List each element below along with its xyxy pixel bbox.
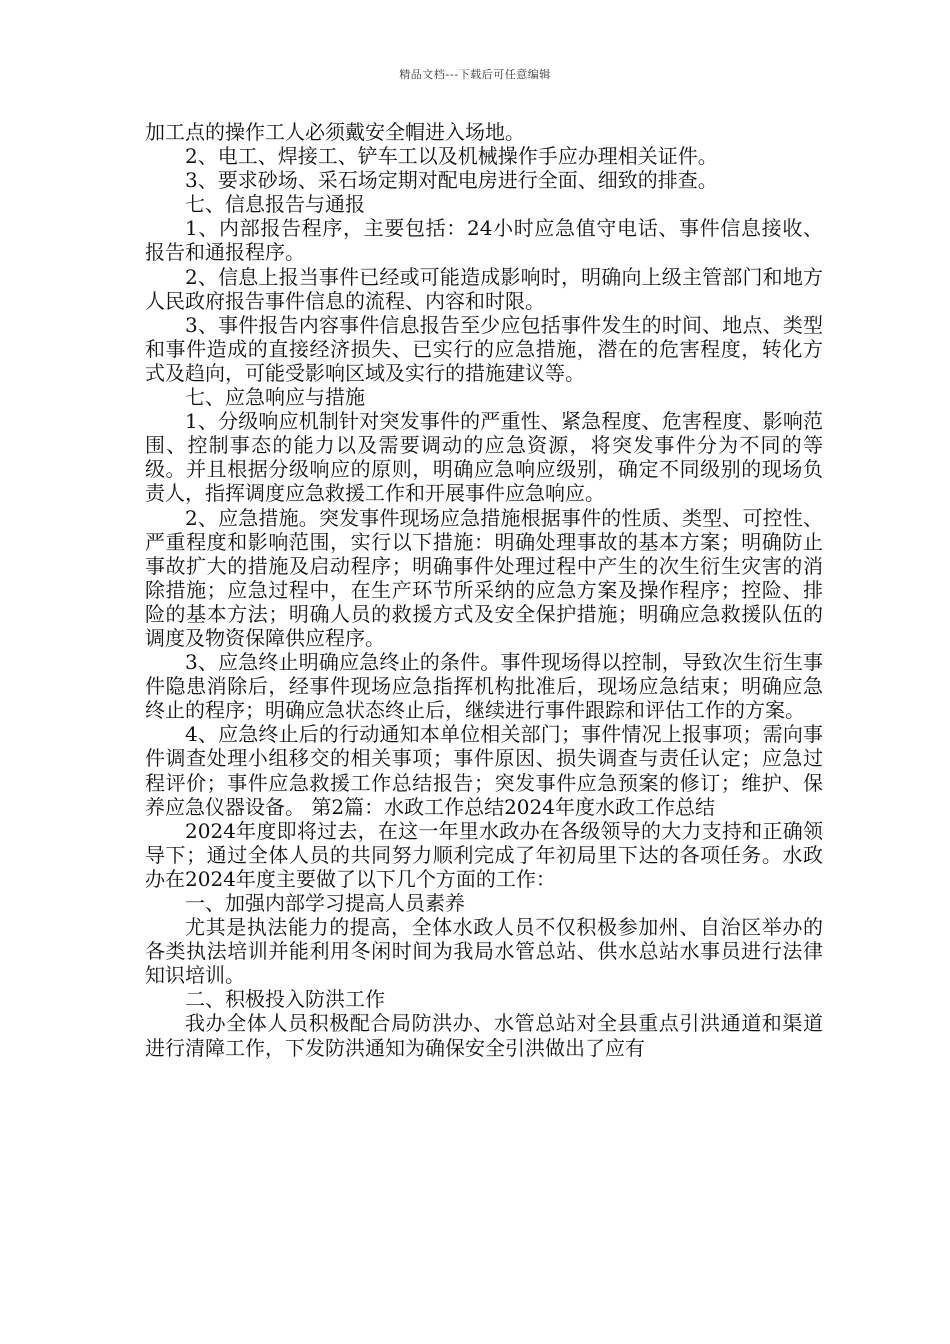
paragraph: 2、电工、焊接工、铲车工以及机械操作手应办理相关证件。 [185,144,718,169]
paragraph: 尤其是执法能力的提高，全体水政人员不仅积极参加州、自治区举办的各类执法培训并能利用冬闲时间为我局水管总站、供水总站水事员进行法律知识培训。 [145,915,823,988]
document-body [145,120,823,1060]
paragraph: 3、事件报告内容事件信息报告至少应包括事件发生的时间、地点、类型和事件造成的直接经济损失、已实行的应急措施，潜在的危害程度，转化方式及趋向，可能受影响区域及实行的措施建议等。 [145,312,823,385]
paragraph: 3、要求砂场、采石场定期对配电房进行全面、细致的排查。 [185,168,718,193]
section-heading: 二、积极投入防洪工作 [185,987,385,1012]
paragraph: 4、应急终止后的行动通知本单位相关部门；事件情况上报事项；需向事件调查处理小组移交的相关事项；事件原因、损失调查与责任认定；应急过程评价；事件应急救援工作总结报告；突发事件应急预案的修订；维护、保养应急仪器设备。 第2篇：水政工作总结2024年度水政工作总结 [145,722,823,819]
paragraph: 1、分级响应机制针对突发事件的严重性、紧急程度、危害程度、影响范围、控制事态的能力以及需要调动的应急资源，将突发事件分为不同的等级。并且根据分级响应的原则，明确应急响应级别，确定不同级别的现场负责人，指挥调度应急救援工作和开展事件应急响应。 [145,409,823,506]
paragraph: 加工点的操作工人必须戴安全帽进入场地。 [145,120,525,144]
paragraph: 2、应急措施。突发事件现场应急措施根据事件的性质、类型、可控性、严重程度和影响范围，实行以下措施：明确处理事故的基本方案；明确防止事故扩大的措施及启动程序；明确事件处理过程中产生的次生衍生灾害的消除措施；应急过程中，在生产环节所采纳的应急方案及操作程序；控险、排险的基本方法；明确人员的救援方式及安全保护措施；明确应急救援队伍的调度及物资保障供应程序。 [145,505,823,650]
page-header: 精品文档---下载后可任意编辑 [399,68,551,81]
paragraph: 2024年度即将过去，在这一年里水政办在各级领导的大力支持和正确领导下；通过全体人员的共同努力顺利完成了年初局里下达的各项任务。水政办在2024年度主要做了以下几个方面的工作： [145,818,823,891]
paragraph: 1、内部报告程序，主要包括：24小时应急值守电话、事件信息接收、报告和通报程序。 [145,216,823,265]
section-heading: 七、信息报告与通报 [185,192,365,217]
paragraph: 2、信息上报当事件已经或可能造成影响时，明确向上级主管部门和地方人民政府报告事件信息的流程、内容和时限。 [145,264,823,313]
paragraph: 3、应急终止明确应急终止的条件。事件现场得以控制，导致次生衍生事件隐患消除后，经事件现场应急指挥机构批准后，现场应急结束；明确应急终止的程序；明确应急状态终止后，继续进行事件跟踪和评估工作的方案。 [145,650,823,723]
paragraph: 我办全体人员积极配合局防洪办、水管总站对全县重点引洪通道和渠道进行清障工作，下发防洪通知为确保安全引洪做出了应有 [145,1011,823,1060]
section-heading: 一、加强内部学习提高人员素养 [185,891,465,915]
section-heading: 七、应急响应与措施 [185,385,365,410]
